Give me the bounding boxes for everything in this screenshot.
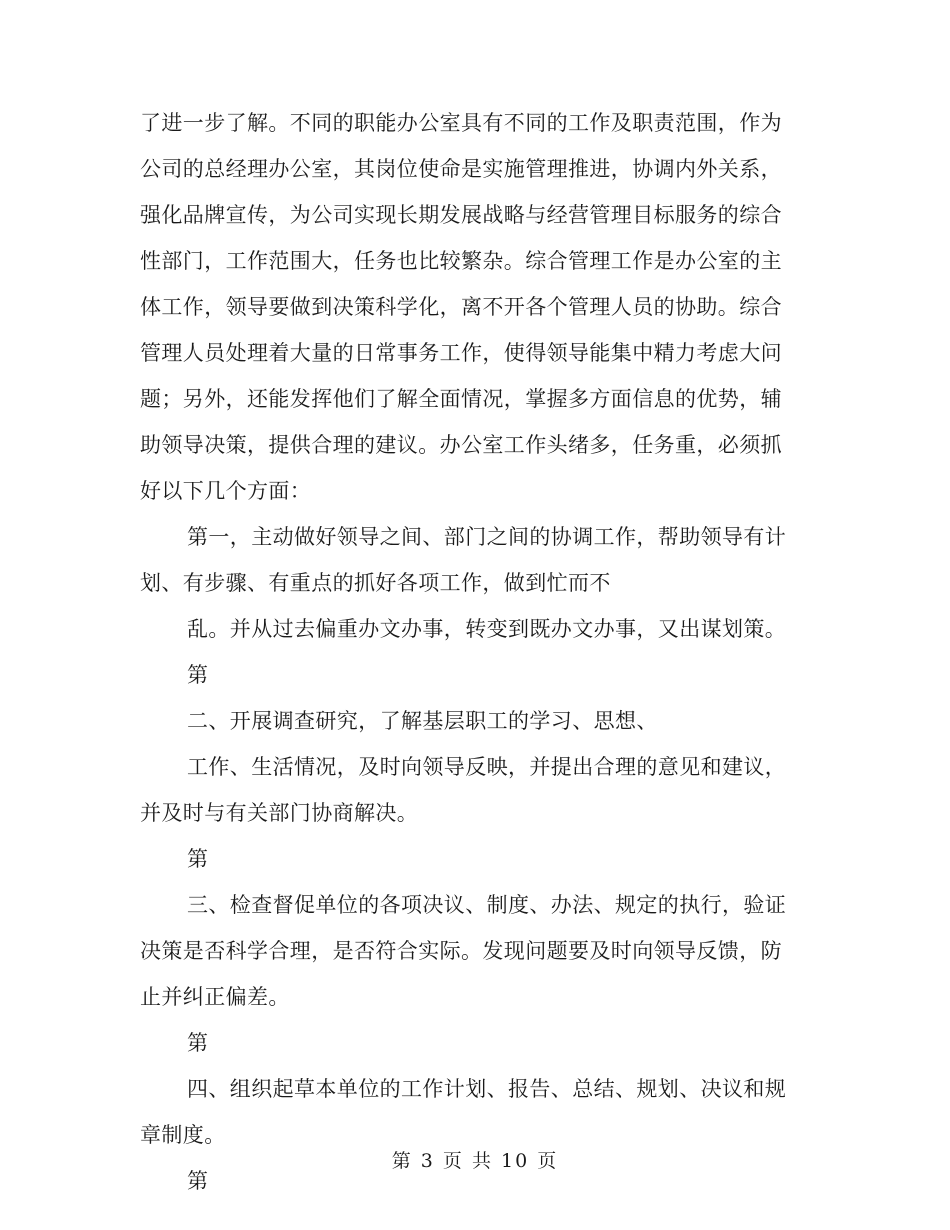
page-number-footer: 第 3 页 共 10 页 <box>391 1150 559 1172</box>
text-line: 第 <box>187 663 209 687</box>
text-line: 好以下几个方面： <box>140 479 312 503</box>
text-line: 划、有步骤、有重点的抓好各项工作，做到忙而不 <box>140 571 611 595</box>
document-body <box>140 100 800 1204</box>
text-line: 了进一步了解。不同的职能办公室具有不同的工作及职责范围，作为 <box>140 111 782 135</box>
text-line: 助领导决策，提供合理的建议。办公室工作头绪多，任务重，必须抓 <box>140 433 782 457</box>
text-line: 第一，主动做好领导之间、部门之间的协调工作，帮助领导有计 <box>187 525 787 549</box>
text-line: 性部门，工作范围大，任务也比较繁杂。综合管理工作是办公室的主 <box>140 249 782 273</box>
text-line: 乱。并从过去偏重办文办事，转变到既办文办事，又出谋划策。 <box>187 617 787 641</box>
text-line: 四、组织起草本单位的工作计划、报告、总结、规划、决议和规 <box>187 1077 787 1101</box>
text-line: 题；另外，还能发挥他们了解全面情况，掌握多方面信息的优势，辅 <box>140 387 782 411</box>
text-line: 公司的总经理办公室，其岗位使命是实施管理推进，协调内外关系， <box>140 157 782 181</box>
text-line: 并及时与有关部门协商解决。 <box>140 801 419 825</box>
text-line: 第 <box>187 847 209 871</box>
text-line: 管理人员处理着大量的日常事务工作，使得领导能集中精力考虑大问 <box>140 341 782 365</box>
text-line: 第 <box>187 1031 209 1055</box>
text-line: 章制度。 <box>140 1123 226 1147</box>
text-line: 止并纠正偏差。 <box>140 985 290 1009</box>
text-line: 决策是否科学合理，是否符合实际。发现问题要及时向领导反馈，防 <box>140 939 782 963</box>
text-line: 体工作，领导要做到决策科学化，离不开各个管理人员的协助。综合 <box>140 295 782 319</box>
text-line: 工作、生活情况，及时向领导反映，并提出合理的意见和建议， <box>187 755 787 779</box>
text-line: 强化品牌宣传，为公司实现长期发展战略与经营管理目标服务的综合 <box>140 203 782 227</box>
text-line: 三、检查督促单位的各项决议、制度、办法、规定的执行，验证 <box>187 893 787 917</box>
text-line: 第 <box>187 1169 209 1193</box>
text-line: 二、开展调查研究，了解基层职工的学习、思想、 <box>187 709 658 733</box>
